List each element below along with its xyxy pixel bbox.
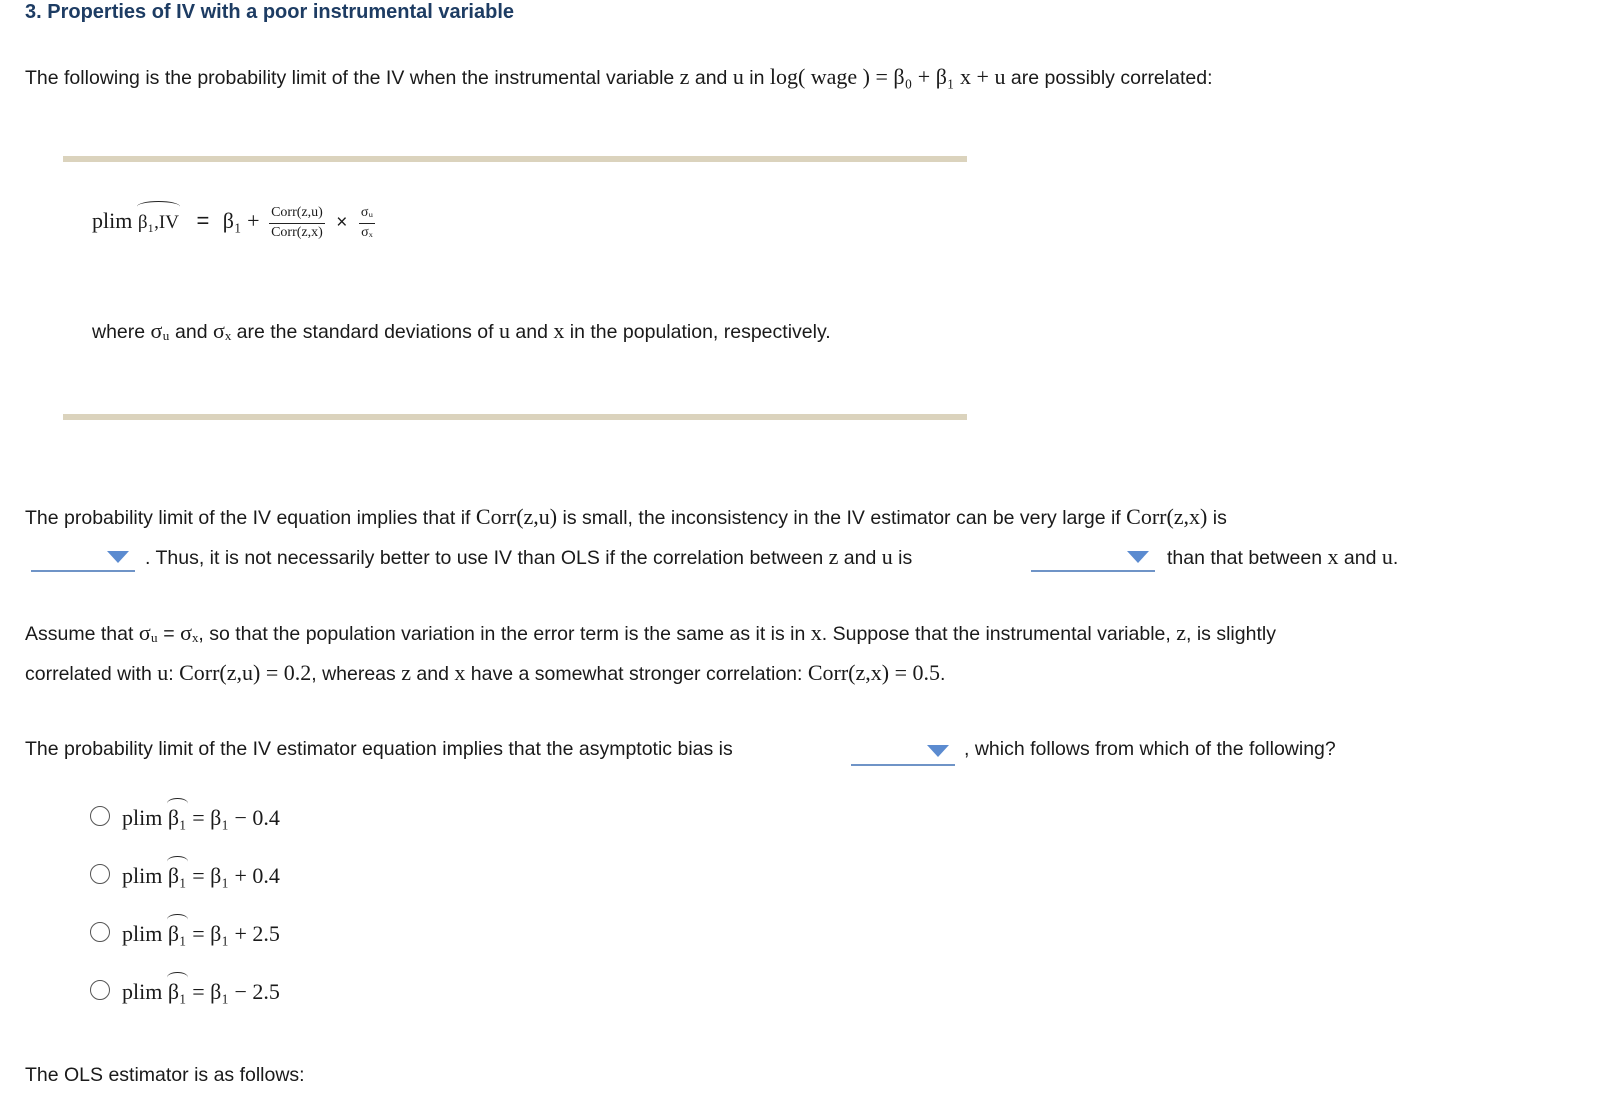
beta1: β₁ (167, 979, 187, 1004)
para1-text-7: than that between (1167, 547, 1328, 569)
para1-text-2: is small, the inconsistency in the IV estimator can be very large if (557, 507, 1127, 529)
dropdown-arrow-icon (927, 745, 949, 757)
sigma-x-denominator: σₓ (361, 224, 373, 240)
para2-text-5: correlated with (25, 663, 158, 685)
para1-text-1: The probability limit of the IV equation implies that if (25, 507, 476, 529)
para1-line1 (25, 504, 1227, 530)
where-text-2: and (169, 321, 213, 343)
para1-text-5: and (838, 547, 882, 569)
para2-text-7: , whereas (311, 663, 402, 685)
option-radio-4[interactable] (90, 980, 110, 1000)
var-z: z (679, 64, 690, 89)
var-x: x (454, 660, 466, 685)
plim-label: plim (122, 805, 168, 830)
intro-text (25, 64, 1213, 90)
corr-zu: Corr(z,u) (475, 504, 558, 529)
beta1: β₁ (167, 863, 187, 888)
beta1-hat (168, 805, 187, 831)
sigma-fraction (359, 206, 375, 240)
sigma-u: σᵤ (138, 620, 158, 645)
corr-strength-dropdown[interactable] (31, 542, 135, 572)
beta1-plus: β₁ + (222, 208, 260, 234)
beta1-hat (168, 979, 187, 1005)
beta1-hat (168, 863, 187, 889)
para2-line2 (25, 660, 945, 686)
plim-label: plim (122, 863, 168, 888)
corr-denominator: Corr(z,x) (271, 224, 323, 240)
var-u: u (732, 64, 744, 89)
para1-text-8: and (1338, 547, 1382, 569)
asymptotic-bias-dropdown[interactable] (851, 736, 955, 766)
var-u: u (157, 660, 169, 685)
plim-label: plim (92, 208, 138, 234)
option-label-2 (122, 863, 280, 889)
beta1-hat (168, 921, 187, 947)
intro-text-2: and (689, 67, 733, 89)
sigma-u-numerator: σᵤ (359, 206, 375, 224)
beta-iv: β₁,IV (137, 212, 179, 234)
corr-fraction (269, 206, 325, 240)
where-text-3: are the standard deviations of (231, 321, 499, 343)
para1-line2b (1167, 544, 1398, 570)
equals-sign: = (196, 208, 210, 234)
beta1: β₁ (167, 805, 187, 830)
para1-text-3: is (1207, 507, 1227, 529)
para2-text-8: and (410, 663, 455, 685)
para2-text-6: : (168, 663, 180, 685)
where-text-1: where (92, 321, 151, 343)
plim-label: plim (122, 979, 168, 1004)
plim-formula (92, 206, 375, 240)
corr-zx-value: Corr(z,x) = 0.5 (807, 660, 941, 685)
var-u: u (1381, 544, 1393, 569)
sigma-x: σₓ (212, 318, 232, 343)
corr-comparison-dropdown[interactable] (1031, 542, 1155, 572)
option-expression: = β₁ − 0.4 (186, 805, 280, 830)
var-u: u (881, 544, 893, 569)
para2-text-10: . (940, 663, 946, 685)
bottom-divider (63, 414, 967, 420)
sigma-u: σᵤ (150, 318, 170, 343)
var-z: z (828, 544, 839, 569)
option-label-1 (122, 805, 280, 831)
para2-text-9: have a somewhat stronger correlation: (465, 663, 808, 685)
option-radio-2[interactable] (90, 864, 110, 884)
para2-text-3: . Suppose that the instrumental variable, (821, 623, 1177, 645)
option-expression: = β₁ + 0.4 (186, 863, 280, 888)
corr-zx: Corr(z,x) (1126, 504, 1208, 529)
var-u: u (499, 318, 510, 343)
var-x: x (1327, 544, 1339, 569)
intro-text-4: are possibly correlated: (1005, 67, 1213, 89)
option-expression: = β₁ − 2.5 (186, 979, 280, 1004)
sigma-x: σₓ (180, 620, 199, 645)
para1-text-4: . Thus, it is not necessarily better to use IV than OLS if the correlation between (145, 547, 829, 569)
option-label-3 (122, 921, 280, 947)
beta1: β₁ (167, 921, 187, 946)
para1-line2a (145, 544, 912, 570)
para3-text-1: The probability limit of the IV estimator equation implies that the asymptotic bias is (25, 738, 733, 760)
var-x: x (553, 318, 565, 343)
top-divider (63, 156, 967, 162)
para2-line1 (25, 620, 1276, 646)
intro-text-1: The following is the probability limit of the IV when the instrumental variable (25, 67, 680, 89)
intro-text-3: in (743, 67, 770, 89)
ols-heading: The OLS estimator is as follows: (25, 1064, 305, 1086)
where-text (92, 318, 831, 344)
model-equation: log( wage ) = β₀ + β₁ x + u (769, 64, 1006, 89)
option-radio-3[interactable] (90, 922, 110, 942)
dropdown-arrow-icon (1127, 551, 1149, 563)
times-sign: × (336, 212, 348, 234)
dropdown-arrow-icon (107, 551, 129, 563)
option-label-4 (122, 979, 280, 1005)
para1-text-9: . (1392, 547, 1399, 569)
para2-text-4: , is slightly (1186, 623, 1276, 645)
var-z: z (401, 660, 411, 685)
option-expression: = β₁ + 2.5 (186, 921, 280, 946)
para3-text-2: , which follows from which of the following? (964, 738, 1336, 760)
para2-text-2: , so that the population variation in the error term is the same as it is in (198, 623, 811, 645)
where-text-5: in the population, respectively. (564, 321, 831, 343)
corr-zu-value: Corr(z,u) = 0.2 (179, 660, 312, 685)
section-title: 3. Properties of IV with a poor instrumental variable (25, 1, 515, 23)
var-x: x (810, 620, 822, 645)
plim-label: plim (122, 921, 168, 946)
option-radio-1[interactable] (90, 806, 110, 826)
para1-text-6: is (892, 547, 913, 569)
equals-sign: = (157, 623, 181, 645)
var-z: z (1176, 620, 1186, 645)
corr-numerator: Corr(z,u) (269, 206, 325, 224)
beta-iv-hat (138, 208, 179, 234)
para2-text-1: Assume that (25, 623, 139, 645)
where-text-4: and (510, 321, 554, 343)
